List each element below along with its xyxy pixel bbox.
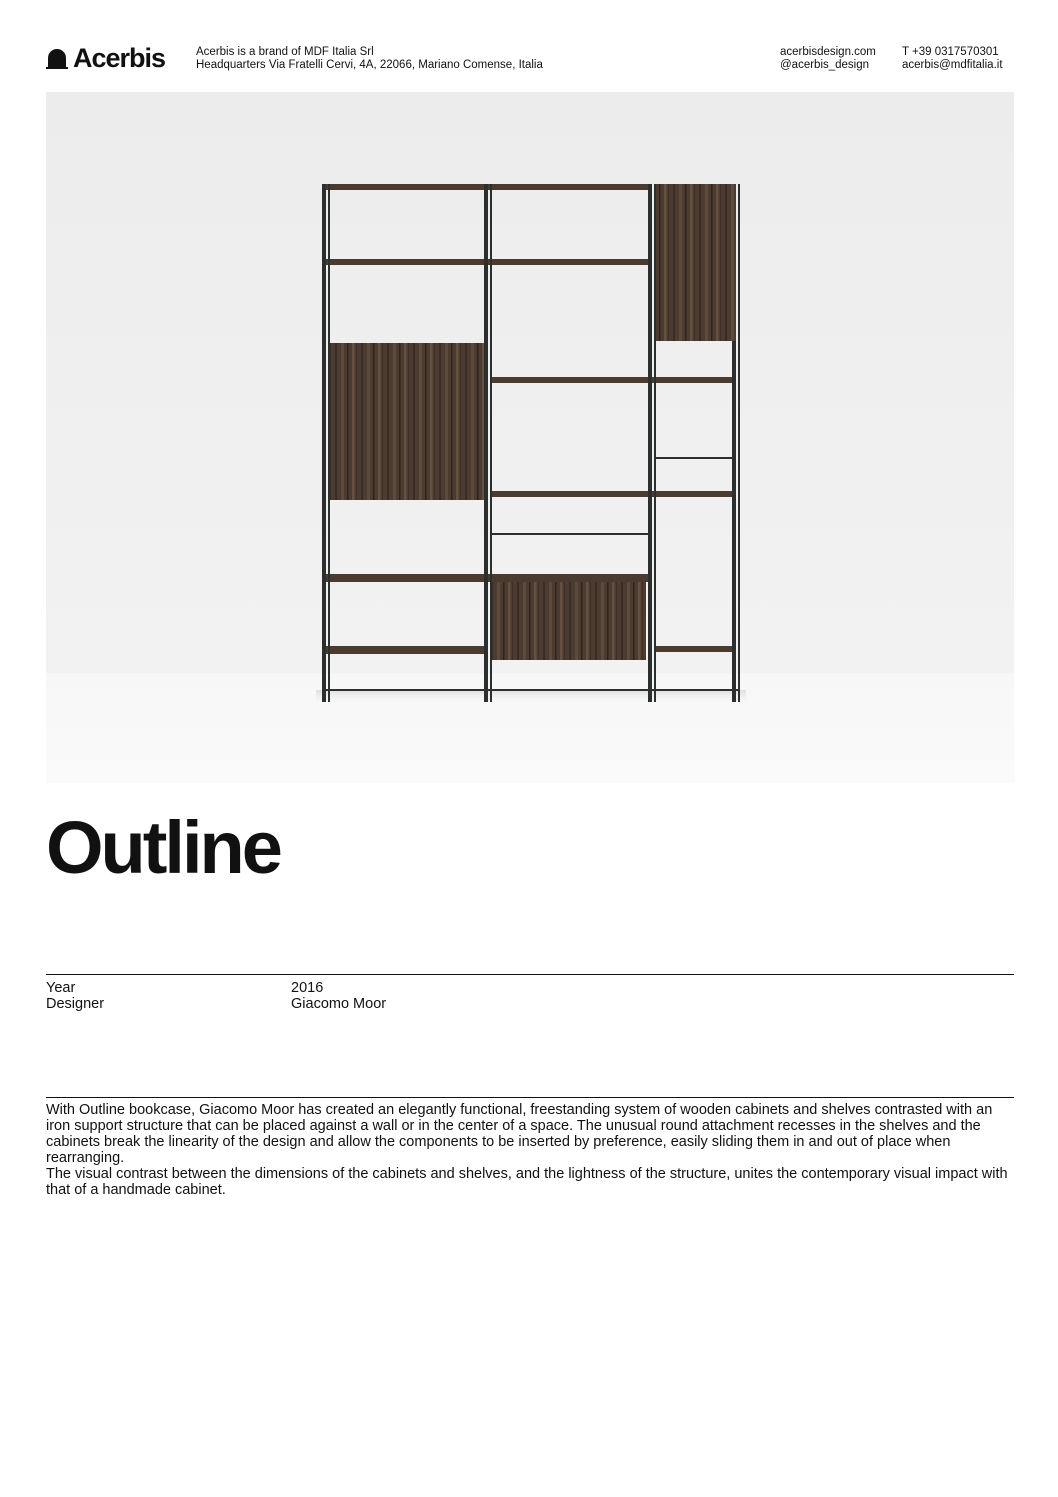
description-divider [46, 1097, 1014, 1098]
direct-contacts [902, 46, 1003, 72]
company-info [196, 46, 543, 72]
brand-name: Acerbis [73, 43, 166, 73]
email-link[interactable]: acerbis@mdfitalia.it [902, 59, 1003, 71]
brand-ownership-line: Acerbis is a brand of MDF Italia Srl [196, 46, 374, 58]
cabinet-bottom-center [492, 574, 646, 660]
acerbis-logo[interactable] [46, 44, 165, 72]
bookcase-illustration [46, 92, 1014, 783]
cabinet-top-right [654, 184, 736, 341]
cabinet-left [328, 343, 484, 500]
spec-label: Year [46, 980, 76, 996]
web-contacts [780, 46, 876, 72]
spec-value: 2016 [291, 980, 324, 996]
product-photo [46, 92, 1014, 783]
product-description [46, 1102, 1014, 1198]
floor-shadow [316, 690, 746, 704]
spec-value: Giacomo Moor [291, 996, 387, 1012]
product-specs [46, 980, 1014, 1012]
description-paragraph: The visual contrast between the dimensions of the cabinets and shelves, and the lightness of the structure, unites the contemporary visual impact with that of a handmade cabinet. [46, 1166, 1008, 1198]
website-link[interactable]: acerbisdesign.com [780, 46, 876, 58]
headquarters-address: Headquarters Via Fratelli Cervi, 4A, 22066, Mariano Comense, Italia [196, 59, 543, 71]
social-handle-link[interactable]: @acerbis_design [780, 59, 870, 71]
page-header [46, 44, 1018, 76]
spec-row-year [46, 980, 1014, 996]
logo-mark-icon [46, 47, 68, 69]
spec-label: Designer [46, 996, 105, 1012]
spec-row-designer [46, 996, 1014, 1012]
phone-number: T +39 0317570301 [902, 46, 999, 58]
description-paragraph: With Outline bookcase, Giacomo Moor has created an elegantly functional, freestanding system of wooden cabinets and shelves contrasted with an iron support structure that can be placed against a wall or in the center of a space. The unusual round attachment recesses in the shelves and the cabinets break the linearity of the design and allow the components to be inserted by preference, easily sliding them in and out of place when rearranging. [46, 1102, 993, 1166]
specs-divider [46, 974, 1014, 975]
product-title: Outline [46, 806, 280, 889]
